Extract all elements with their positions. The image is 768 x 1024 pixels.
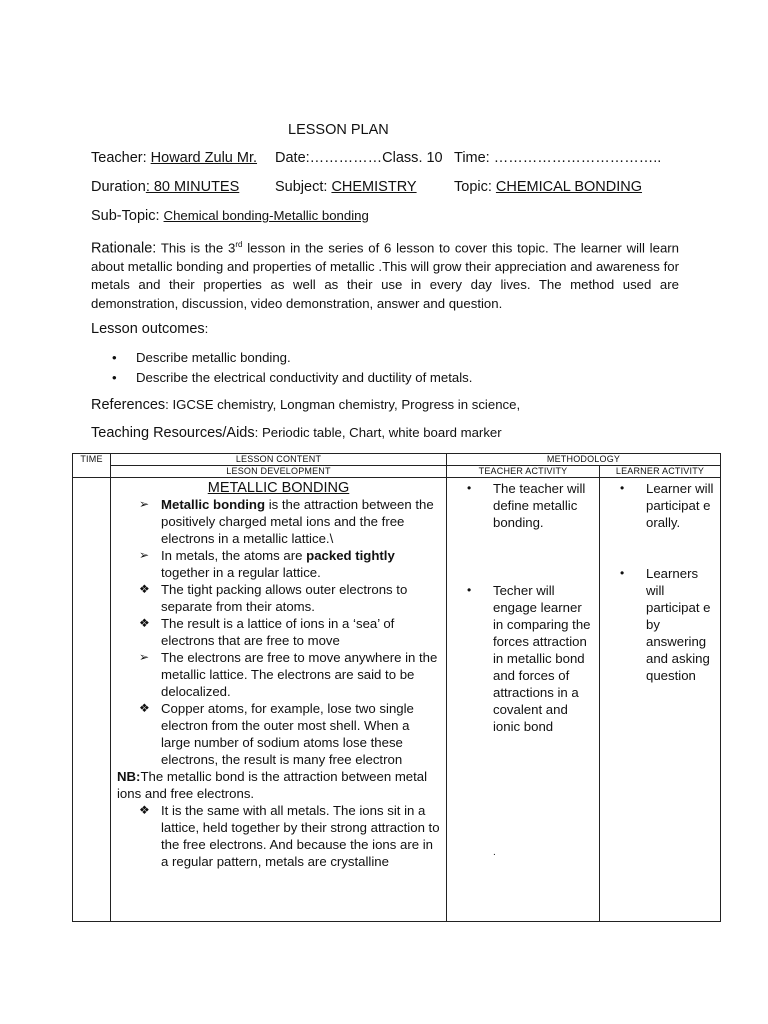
diamond-bullet-icon: ❖: [139, 701, 150, 715]
learner-activity-cell: [600, 478, 721, 922]
lesson-content-header: LESSON CONTENT: [111, 454, 447, 466]
time-cell: [73, 478, 111, 922]
references-field: [91, 397, 520, 413]
time-label: Time:: [454, 150, 490, 166]
arrow-bullet-icon: ➢: [139, 650, 150, 664]
content-item: ❖ It is the same with all metals. The ions sit in a lattice, held together by their strong attraction to the free electrons. And because the ions are in a regular pattern, metals are crystalline: [139, 803, 440, 869]
teacher-row: Teacher: Howard Zulu Mr.: [91, 150, 258, 166]
arrow-bullet-icon: ➢: [139, 497, 150, 511]
resources-value: : Periodic table, Chart, white board marker: [254, 425, 502, 440]
teacher-activity-item: • The teacher will define metallic bonding.: [467, 481, 586, 530]
outcomes-heading: Lesson outcomes:: [91, 321, 209, 337]
content-heading: METALLIC BONDING: [207, 480, 350, 496]
bullet-icon: •: [620, 566, 625, 580]
time-header: TIME: [73, 454, 111, 478]
methodology-header: METHODOLOGY: [447, 454, 721, 466]
bullet-icon: •: [467, 481, 472, 495]
learner-activity-header: LEARNER ACTIVITY: [600, 466, 721, 478]
topic-value: CHEMICAL BONDING: [495, 179, 643, 195]
duration-field: [91, 179, 239, 195]
teacher-label: Teacher: [91, 150, 143, 166]
time-field: [454, 150, 661, 166]
topic-field: Topic: CHEMICAL BONDING: [454, 179, 643, 195]
outcomes-label: Lesson outcomes: [91, 321, 205, 337]
diamond-bullet-icon: ❖: [139, 616, 150, 630]
rationale-sup: rd: [235, 240, 243, 249]
teacher-activity-item: • Techer will engage learner in comparing the forces attraction in metallic bond and forces of attractions in a covalent and ionic bond: [467, 583, 591, 734]
teacher-activity-header: TEACHER ACTIVITY: [447, 466, 600, 478]
learner-activity-item: • Learners will participat e by answering and asking question: [620, 566, 711, 683]
nb-note: NB:The metallic bond is the attraction between metal ions and free electrons.: [117, 769, 428, 801]
content-item: ➢ In metals, the atoms are packed tightly together in a regular lattice.: [139, 548, 395, 580]
lesson-development-header: LESON DEVELOPMENT: [111, 466, 447, 478]
content-item: ❖ Copper atoms, for example, lose two single electron from the outer most shell. When a large number of sodium atoms lose these electrons, the result is many free electron: [139, 701, 414, 767]
subject-label: Subject: [275, 179, 324, 195]
arrow-bullet-icon: ➢: [139, 548, 150, 562]
topic-label: Topic: [454, 179, 488, 195]
bullet-icon: •: [620, 481, 625, 495]
rationale-label: Rationale:: [91, 240, 157, 257]
diamond-bullet-icon: ❖: [139, 803, 150, 817]
references-value: : IGCSE chemistry, Longman chemistry, Progress in science,: [165, 397, 521, 412]
class-value: . 10: [418, 150, 443, 166]
subtopic-label: Sub-Topic:: [91, 208, 160, 224]
list-item: • Describe metallic bonding.: [112, 348, 472, 368]
subtopic-field: [91, 208, 369, 224]
content-item: ➢ The electrons are free to move anywhere in the metallic lattice. The electrons are said to be delocalized.: [139, 650, 438, 699]
bullet-icon: •: [467, 583, 472, 597]
rationale-paragraph: [91, 236, 679, 313]
stray-dot: .: [493, 847, 496, 858]
rationale-text: lesson in the series of 6 lesson to cover this topic. The learner will learn about metallic bonding and properties of metallic .This will grow their appreciation and awareness for metals and their properties as well as their use in every day lives. The method used are demonstration, discussion, video demonstration, answer and question.: [91, 240, 680, 311]
rationale-pre: This is the 3: [156, 240, 236, 256]
time-value: ……………………………..: [489, 150, 662, 166]
page-title: LESSON PLAN: [288, 122, 389, 138]
resources-field: [91, 425, 502, 441]
class-label: Class: [382, 150, 419, 166]
subject-field: Subject: CHEMISTRY: [275, 179, 417, 195]
content-item: ❖ The tight packing allows outer electrons to separate from their atoms.: [139, 582, 408, 614]
content-item: ❖ The result is a lattice of ions in a ‘sea’ of electrons that are free to move: [139, 616, 395, 648]
duration-label: Duration: [91, 179, 146, 195]
subtopic-value: Chemical bonding-Metallic bonding: [163, 208, 369, 223]
date-class-field: [275, 150, 443, 166]
diamond-bullet-icon: ❖: [139, 582, 150, 596]
teacher-activity-cell: [447, 478, 600, 922]
content-item: ➢ Metallic bonding is the attraction between the positively charged metal ions and the free electrons in a metallic lattice.\: [139, 497, 434, 546]
outcomes-list: [112, 348, 472, 388]
references-label: References: [91, 397, 166, 413]
teacher-value: Howard Zulu Mr.: [150, 150, 258, 166]
subject-value: CHEMISTRY: [331, 179, 417, 195]
lesson-content-cell: [111, 478, 447, 922]
date-value: ……………: [309, 150, 383, 166]
duration-value: : 80 MINUTES: [145, 179, 240, 195]
learner-activity-item: • Learner will participat e orally.: [620, 481, 714, 530]
date-label: Date:: [275, 150, 310, 166]
lesson-table: [72, 453, 721, 922]
list-item: • Describe the electrical conductivity and ductility of metals.: [112, 368, 472, 388]
resources-label: Teaching Resources/Aids: [91, 425, 255, 441]
